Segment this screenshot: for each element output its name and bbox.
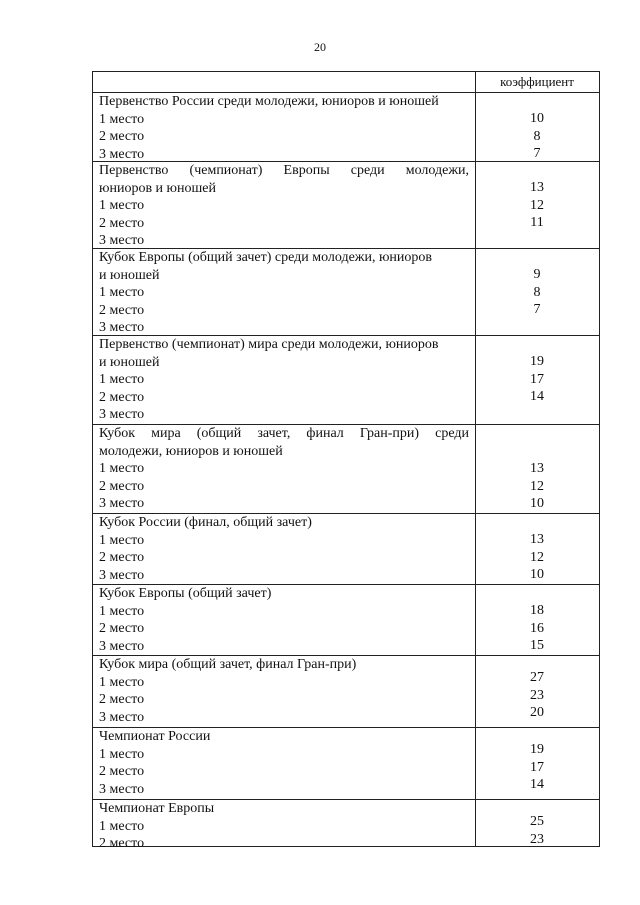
place-label: 1 место — [99, 372, 145, 387]
competition-cell — [99, 800, 469, 853]
coefficient-value: 12 — [530, 478, 544, 494]
table-section-row — [93, 424, 599, 513]
coefficient-cell — [475, 110, 599, 163]
competition-cell — [99, 93, 469, 163]
table-section-row — [93, 584, 599, 655]
competition-cell — [99, 249, 469, 337]
coefficient-value: 15 — [530, 638, 544, 653]
competition-title-line: Кубок мира (общий зачет, финал Гран-при) — [99, 657, 357, 672]
place-label: 3 место — [99, 233, 145, 248]
place-label: 2 место — [99, 215, 145, 231]
competition-title-line: Кубок мира (общий зачет, финал Гран-при) среди — [99, 426, 469, 441]
coefficient-cell — [475, 266, 599, 319]
competition-cell — [99, 162, 469, 250]
competition-cell — [99, 585, 469, 655]
place-label: 1 место — [99, 285, 145, 300]
coefficient-value: 8 — [533, 128, 541, 144]
coefficient-value: 18 — [530, 603, 544, 618]
coefficient-cell — [475, 669, 599, 722]
place-label: 3 место — [99, 146, 145, 162]
page-number: 20 — [314, 40, 326, 54]
coefficient-value: 8 — [533, 284, 541, 300]
coefficient-value: 19 — [530, 742, 544, 757]
coefficient-cell — [475, 460, 599, 513]
coefficient-value: 10 — [530, 111, 544, 126]
place-label: 3 место — [99, 407, 145, 422]
coefficient-cell — [475, 531, 599, 584]
competition-title-line: Чемпионат Европы — [99, 801, 215, 816]
coefficient-value: 16 — [530, 620, 544, 636]
competition-cell — [99, 656, 469, 726]
place-label: 2 место — [99, 692, 145, 707]
coefficient-value: 13 — [530, 180, 544, 195]
place-label: 1 место — [99, 818, 145, 834]
place-label: 3 место — [99, 567, 145, 583]
coefficient-cell — [475, 353, 599, 406]
competition-title-line: Первенство (чемпионат) мира среди молодежи, юниоров — [99, 337, 439, 352]
table-section-row — [93, 248, 599, 335]
coefficient-value: 27 — [530, 670, 544, 685]
competition-title-line: Кубок России (финал, общий зачет) — [99, 515, 312, 530]
place-label: 1 место — [99, 603, 145, 619]
coefficient-value: 10 — [530, 496, 544, 511]
place-label: 1 место — [99, 532, 145, 548]
place-label: 3 место — [99, 496, 145, 511]
place-label: 1 место — [99, 198, 145, 213]
competition-cell — [99, 336, 469, 424]
coefficient-value: 12 — [530, 197, 544, 213]
coefficient-cell — [475, 179, 599, 232]
coefficient-value: 14 — [530, 389, 544, 404]
place-label: 3 место — [99, 320, 145, 335]
table-section-row — [93, 513, 599, 584]
coefficient-value: 7 — [533, 146, 541, 161]
competition-cell — [99, 425, 469, 513]
table-section-row — [93, 161, 599, 248]
place-label: 1 место — [99, 674, 145, 690]
place-label: 2 место — [99, 129, 145, 144]
competition-title-line: Кубок Европы (общий зачет) среди молодежи, юниоров — [99, 250, 433, 265]
place-label: 1 место — [99, 111, 145, 127]
place-label: 2 место — [99, 550, 145, 565]
coefficient-value: 19 — [530, 354, 544, 369]
coefficient-cell — [475, 602, 599, 655]
table-section-row — [93, 335, 599, 424]
place-label: 3 место — [99, 781, 145, 797]
competition-title-line: и юношей — [99, 267, 160, 283]
competition-title-line: Первенство России среди молодежи, юниоров и юношей — [99, 94, 439, 109]
coefficient-value: 20 — [530, 705, 544, 720]
coefficient-value: 13 — [530, 532, 544, 547]
table-section-row — [93, 655, 599, 727]
table-section-row — [93, 727, 599, 799]
table-header-row — [93, 72, 599, 92]
coefficient-table — [92, 71, 600, 851]
coefficient-value: 23 — [530, 687, 544, 703]
place-label: 1 место — [99, 461, 145, 476]
competition-cell — [99, 514, 469, 584]
coefficient-value: 12 — [530, 549, 544, 565]
table-section-row — [93, 92, 599, 161]
place-label: 2 место — [99, 302, 145, 318]
coefficient-value: 14 — [530, 777, 544, 792]
coefficient-value: 17 — [530, 371, 544, 387]
coefficient-value: 23 — [530, 831, 544, 847]
coefficient-value: 25 — [530, 814, 544, 829]
coefficient-cell — [475, 813, 599, 848]
place-label: 2 место — [99, 389, 145, 405]
place-label: 2 место — [99, 621, 145, 636]
coefficient-value: 10 — [530, 567, 544, 582]
competition-title-line: Кубок Европы (общий зачет) — [99, 586, 272, 601]
competition-title-line: Чемпионат России — [99, 729, 211, 744]
coefficient-value: 13 — [530, 461, 544, 476]
competition-title-line: молодежи, юниоров и юношей — [99, 443, 283, 459]
place-label: 2 место — [99, 764, 145, 779]
place-label: 3 место — [99, 638, 145, 654]
coefficient-cell — [475, 741, 599, 794]
coefficient-value: 11 — [530, 215, 544, 230]
coefficient-column-header: коэффициент — [500, 74, 574, 89]
place-label: 2 место — [99, 836, 145, 851]
coefficient-value: 7 — [533, 302, 541, 317]
place-label: 1 место — [99, 746, 145, 762]
competition-title-line: юниоров и юношей — [99, 180, 216, 196]
competition-cell — [99, 728, 469, 798]
coefficient-value: 9 — [533, 267, 541, 282]
competition-title-line: и юношей — [99, 354, 160, 370]
coefficient-value: 17 — [530, 759, 544, 775]
place-label: 3 место — [99, 709, 145, 725]
table-section-row — [93, 799, 599, 851]
place-label: 2 место — [99, 478, 145, 494]
competition-title-line: Первенство (чемпионат) Европы среди молодежи, — [99, 163, 469, 178]
